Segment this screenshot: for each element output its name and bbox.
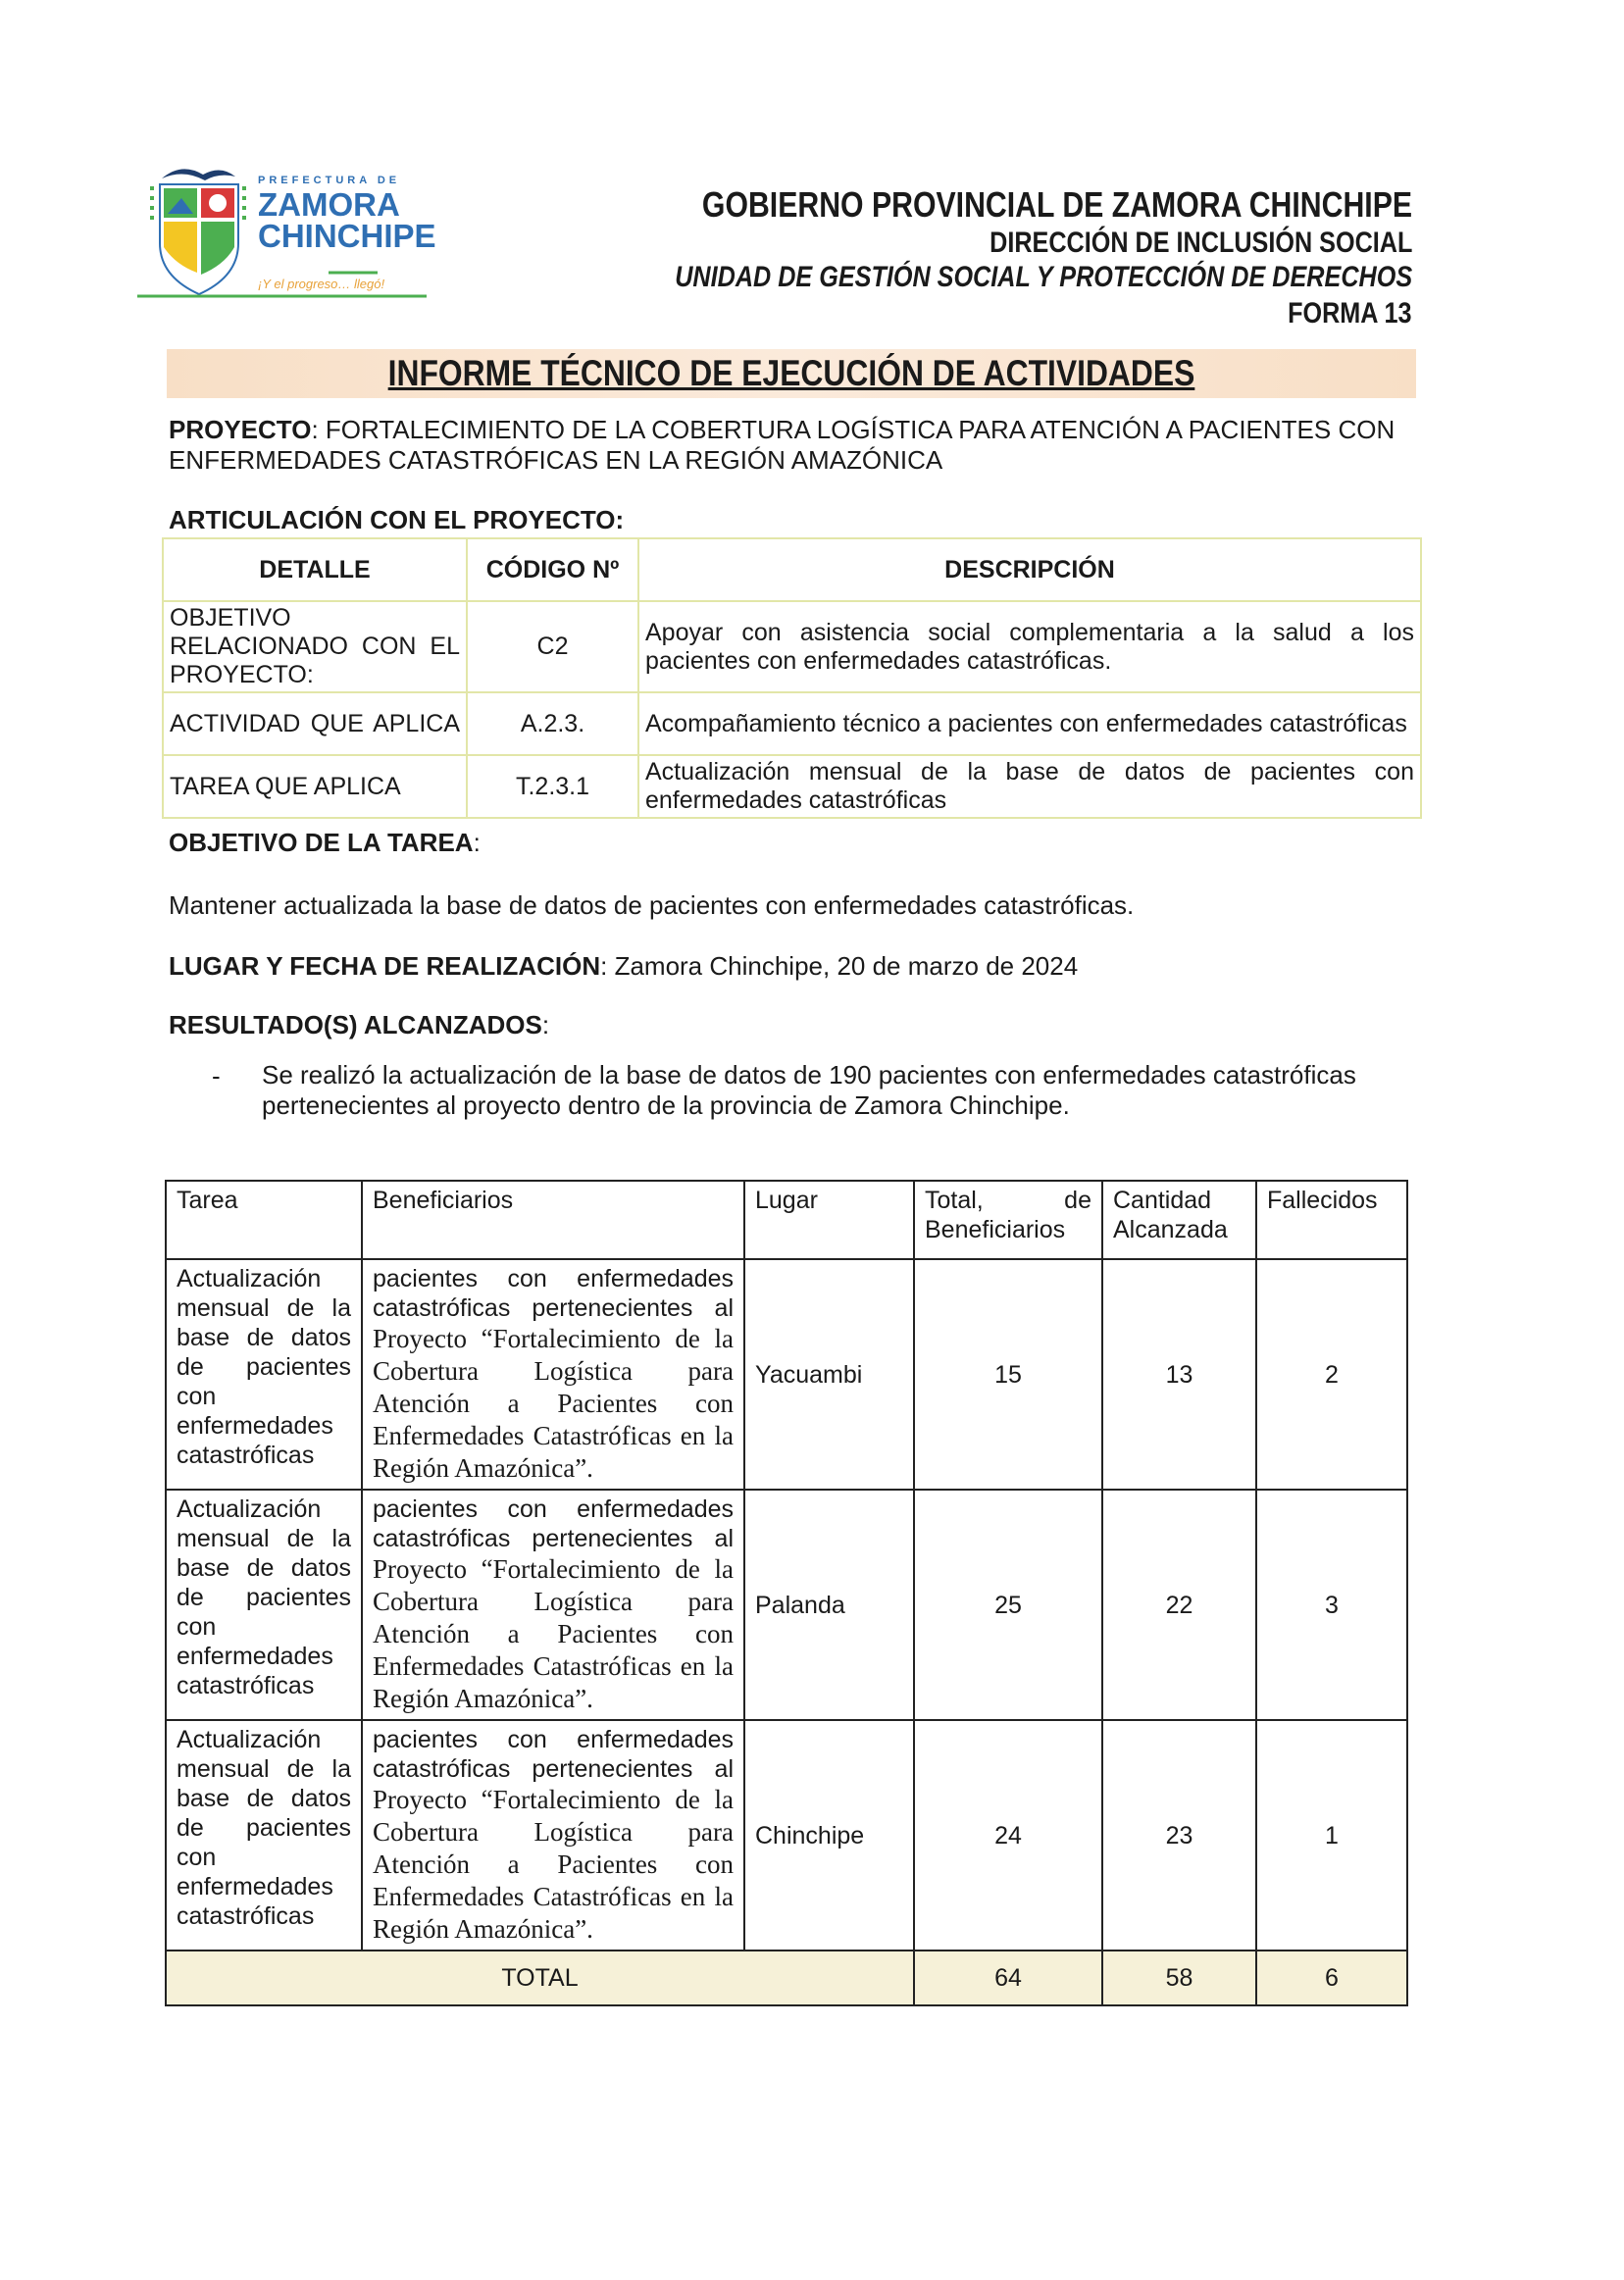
- table-row: [166, 1490, 1407, 1720]
- header-government: GOBIERNO PROVINCIAL DE ZAMORA CHINCHIPE: [701, 184, 1412, 225]
- total-cell: 15: [914, 1259, 1102, 1490]
- objective-colon: :: [473, 828, 481, 857]
- deceased-cell: 2: [1256, 1259, 1407, 1490]
- total-deceased: 6: [1256, 1951, 1407, 2005]
- project-colon: :: [311, 415, 326, 444]
- total-cell: 25: [914, 1490, 1102, 1720]
- place-date-value: Zamora Chinchipe, 20 de marzo de 2024: [614, 951, 1079, 981]
- code-cell: T.2.3.1: [467, 755, 638, 818]
- project-block: [169, 415, 1416, 476]
- detail-cell: OBJETIVO RELACIONADO CON EL PROYECTO:: [163, 601, 467, 692]
- objective-text: Mantener actualizada la base de datos de pacientes con enfermedades catastróficas.: [169, 890, 1135, 920]
- beneficiaries-text-b: Proyecto “Fortalecimiento de la Cobertura Logística para Atención a Pacientes con Enfermedades Catastróficas en la Región Amazónica”.: [373, 1554, 734, 1713]
- col-deceased: Fallecidos: [1256, 1181, 1407, 1259]
- project-label: PROYECTO: [169, 415, 312, 444]
- document-title: INFORME TÉCNICO DE EJECUCIÓN DE ACTIVIDADES: [387, 353, 1195, 393]
- beneficiaries-text-a: pacientes con enfermedades catastróficas pertenecientes al: [373, 1265, 734, 1322]
- beneficiaries-cell: [362, 1720, 744, 1951]
- place-date-block: [169, 951, 1416, 982]
- place-cell: Palanda: [744, 1490, 914, 1720]
- detail-cell: TAREA QUE APLICA: [163, 755, 467, 818]
- table-row: [166, 1720, 1407, 1951]
- results-label: RESULTADO(S) ALCANZADOS: [169, 1010, 542, 1039]
- place-cell: Yacuambi: [744, 1259, 914, 1490]
- col-reached: Cantidad Alcanzada: [1102, 1181, 1256, 1259]
- task-cell: Actualización mensual de la base de datos de pacientes con enfermedades catastróficas: [166, 1490, 362, 1720]
- col-description: DESCRIPCIÓN: [638, 538, 1421, 601]
- col-beneficiaries: Beneficiarios: [362, 1181, 744, 1259]
- results-bullet: -: [212, 1061, 221, 1090]
- place-date-colon: :: [600, 951, 615, 981]
- beneficiaries-cell: [362, 1490, 744, 1720]
- total-cell: 24: [914, 1720, 1102, 1951]
- col-detail: DETALLE: [163, 538, 467, 601]
- code-cell: C2: [467, 601, 638, 692]
- project-value: FORTALECIMIENTO DE LA COBERTURA LOGÍSTICA PARA ATENCIÓN A PACIENTES CON ENFERMEDADES CATASTRÓFICAS EN LA REGIÓN AMAZÓNICA: [169, 415, 1396, 475]
- results-colon: :: [541, 1010, 550, 1039]
- total-label: TOTAL: [166, 1951, 914, 2005]
- articulation-row-activity: [163, 692, 1421, 755]
- results-heading: [169, 1010, 1416, 1040]
- description-cell: Apoyar con asistencia social complementaria a la salud a los pacientes con enfermedades catastróficas.: [638, 601, 1421, 692]
- beneficiaries-text-b: Proyecto “Fortalecimiento de la Cobertura Logística para Atención a Pacientes con Enfermedades Catastróficas en la Región Amazónica”.: [373, 1324, 734, 1483]
- logo-name-line2: CHINCHIPE: [258, 218, 436, 254]
- place-date-label: LUGAR Y FECHA DE REALIZACIÓN: [169, 951, 601, 981]
- logo-name-line1: ZAMORA: [258, 186, 400, 223]
- code-cell: A.2.3.: [467, 692, 638, 755]
- results-header-row: [166, 1181, 1407, 1259]
- articulation-header-row: [163, 538, 1421, 601]
- deceased-cell: 1: [1256, 1720, 1407, 1951]
- total-row: [166, 1951, 1407, 2005]
- description-cell: Acompañamiento técnico a pacientes con enfermedades catastróficas: [638, 692, 1421, 755]
- task-cell: Actualización mensual de la base de datos de pacientes con enfermedades catastróficas: [166, 1720, 362, 1951]
- beneficiaries-cell: [362, 1259, 744, 1490]
- results-table: [165, 1180, 1408, 2006]
- reached-cell: 23: [1102, 1720, 1256, 1951]
- reached-cell: 13: [1102, 1259, 1256, 1490]
- results-item: Se realizó la actualización de la base de datos de 190 pacientes con enfermedades catastróficas pertenecientes al proyecto dentro de la provincia de Zamora Chinchipe.: [262, 1060, 1356, 1120]
- total-reached: 58: [1102, 1951, 1256, 2005]
- col-code: CÓDIGO Nº: [467, 538, 638, 601]
- col-task: Tarea: [166, 1181, 362, 1259]
- table-row: [166, 1259, 1407, 1490]
- articulation-row-task: [163, 755, 1421, 818]
- prefecture-logo: [132, 157, 436, 304]
- header-form-number: FORMA 13: [1288, 297, 1412, 329]
- beneficiaries-text-a: pacientes con enfermedades catastróficas pertenecientes al: [373, 1495, 734, 1552]
- header-unit: UNIDAD DE GESTIÓN SOCIAL Y PROTECCIÓN DE DERECHOS: [675, 261, 1412, 293]
- logo-small-text: PREFECTURA DE: [258, 175, 401, 186]
- detail-cell: ACTIVIDAD QUE APLICA: [163, 692, 467, 755]
- articulation-row-objective: [163, 601, 1421, 692]
- deceased-cell: 3: [1256, 1490, 1407, 1720]
- col-total: Total, de Beneficiarios: [914, 1181, 1102, 1259]
- articulation-heading: ARTICULACIÓN CON EL PROYECTO:: [169, 505, 625, 534]
- col-place: Lugar: [744, 1181, 914, 1259]
- beneficiaries-text-a: pacientes con enfermedades catastróficas pertenecientes al: [373, 1726, 734, 1783]
- logo-motto: ¡Y el progreso… llegó!: [258, 277, 385, 291]
- description-cell: Actualización mensual de la base de datos de pacientes con enfermedades catastróficas: [638, 755, 1421, 818]
- total-reached-sum: 64: [914, 1951, 1102, 2005]
- objective-heading: [169, 828, 1416, 858]
- place-cell: Chinchipe: [744, 1720, 914, 1951]
- task-cell: Actualización mensual de la base de datos de pacientes con enfermedades catastróficas: [166, 1259, 362, 1490]
- objective-label: OBJETIVO DE LA TAREA: [169, 828, 474, 857]
- title-bar: [167, 349, 1416, 398]
- articulation-table: [162, 537, 1422, 819]
- header-direction: DIRECCIÓN DE INCLUSIÓN SOCIAL: [989, 227, 1412, 259]
- beneficiaries-text-b: Proyecto “Fortalecimiento de la Cobertura Logística para Atención a Pacientes con Enfermedades Catastróficas en la Región Amazónica”.: [373, 1785, 734, 1944]
- reached-cell: 22: [1102, 1490, 1256, 1720]
